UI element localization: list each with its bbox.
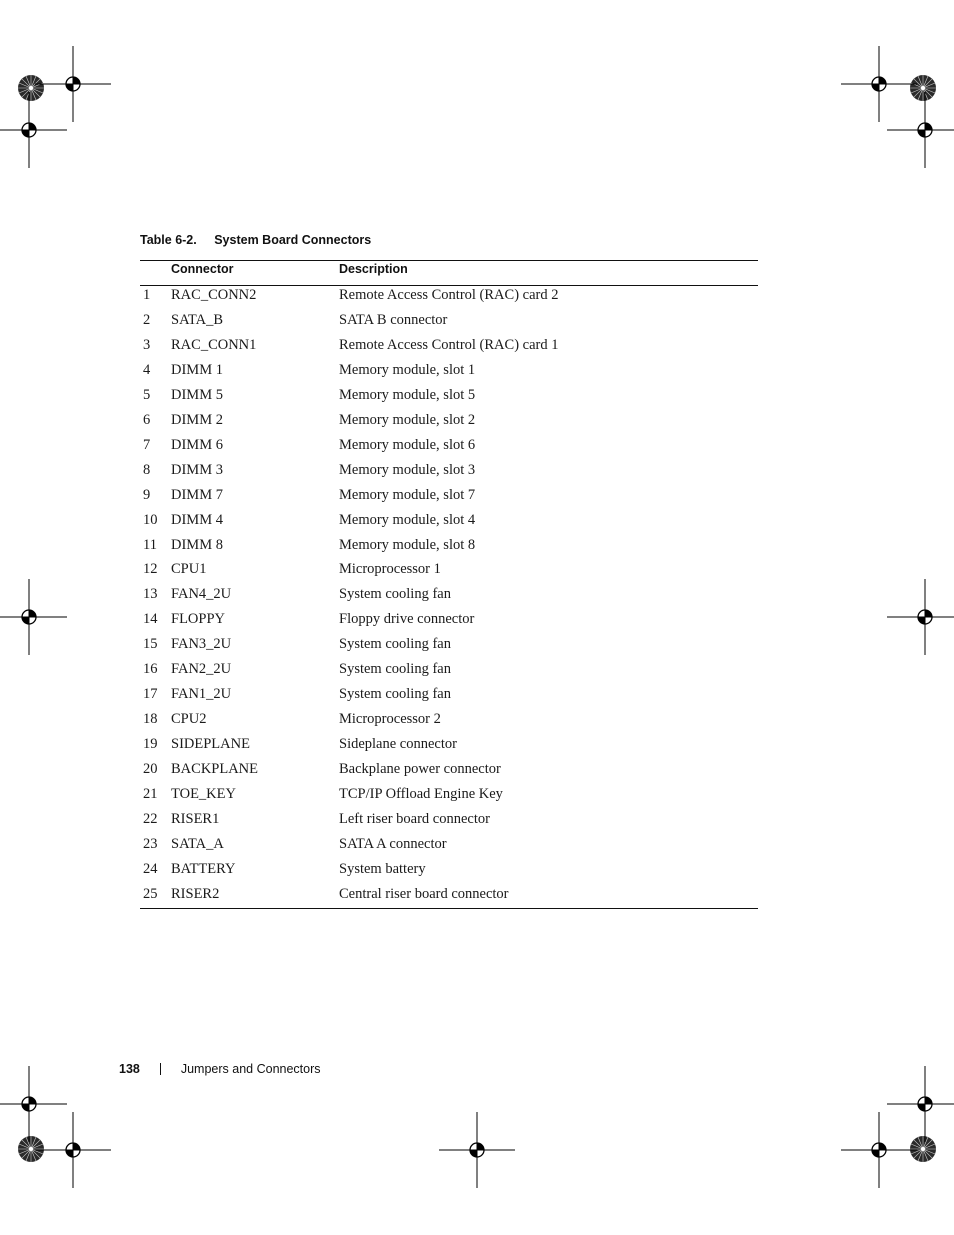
row-number-cell: 18 — [143, 711, 158, 728]
description-cell: Memory module, slot 8 — [339, 536, 476, 553]
sunburst-mark-top-right — [910, 75, 936, 101]
connector-cell: DIMM 8 — [171, 536, 223, 553]
table-row — [140, 585, 758, 610]
crosshair-mark-6 — [887, 579, 954, 655]
connector-cell: RISER2 — [171, 885, 220, 902]
table-row — [140, 885, 758, 910]
row-number-cell: 24 — [143, 860, 158, 877]
row-number-cell: 20 — [143, 761, 158, 778]
connector-cell: FAN1_2U — [171, 686, 232, 703]
crosshair-mark-2 — [841, 46, 917, 122]
connector-cell: FAN2_2U — [171, 661, 232, 678]
table-row — [140, 760, 758, 785]
crosshair-mark-8 — [887, 1066, 954, 1142]
description-cell: Backplane power connector — [339, 761, 501, 778]
table-row — [140, 336, 758, 361]
table-row — [140, 536, 758, 561]
table-row — [140, 785, 758, 810]
connector-cell: DIMM 5 — [171, 386, 223, 403]
connector-cell: RAC_CONN2 — [171, 287, 257, 303]
description-cell: Floppy drive connector — [339, 611, 475, 628]
row-number-cell: 2 — [143, 311, 151, 328]
row-number-cell: 21 — [143, 786, 158, 803]
connector-cell: CPU2 — [171, 711, 207, 728]
table-row — [140, 710, 758, 735]
connector-cell: FAN3_2U — [171, 636, 232, 653]
table-row — [140, 286, 758, 311]
row-number-cell: 1 — [143, 287, 151, 303]
table-row — [140, 835, 758, 860]
connector-cell: TOE_KEY — [171, 786, 236, 803]
connector-cell: DIMM 6 — [171, 436, 223, 453]
description-cell: System cooling fan — [339, 636, 451, 653]
crosshair-mark-11 — [841, 1112, 917, 1188]
description-cell: System battery — [339, 860, 426, 877]
row-number-cell: 10 — [143, 511, 158, 528]
description-cell: SATA A connector — [339, 835, 447, 852]
connector-cell: DIMM 1 — [171, 361, 223, 378]
table-row — [140, 486, 758, 511]
crosshair-mark-5 — [0, 579, 67, 655]
description-cell: Sideplane connector — [339, 736, 457, 753]
sunburst-mark-bottom-right — [910, 1136, 936, 1162]
description-cell: Memory module, slot 5 — [339, 386, 476, 403]
description-cell: Remote Access Control (RAC) card 2 — [339, 287, 559, 303]
table-row — [140, 860, 758, 885]
table-top-rule — [140, 260, 758, 261]
connector-cell: SATA_B — [171, 311, 224, 328]
table-row — [140, 610, 758, 635]
crosshair-mark-3 — [0, 92, 67, 168]
row-number-cell: 22 — [143, 811, 158, 828]
row-number-cell: 16 — [143, 661, 158, 678]
footer-section-title: Jumpers and Connectors — [180, 1062, 321, 1076]
row-number-cell: 23 — [143, 835, 158, 852]
table-caption — [140, 233, 371, 247]
table-row — [140, 411, 758, 436]
crosshair-mark-1 — [35, 46, 111, 122]
row-number-cell: 25 — [143, 885, 158, 902]
connector-cell: RAC_CONN1 — [171, 336, 257, 353]
description-cell: Central riser board connector — [339, 885, 509, 902]
row-number-cell: 13 — [143, 586, 158, 603]
footer-separator — [160, 1063, 161, 1075]
description-cell: Microprocessor 2 — [339, 711, 441, 728]
connector-cell: DIMM 2 — [171, 411, 223, 428]
table-row — [140, 635, 758, 660]
table-row — [140, 560, 758, 585]
crosshair-mark-7 — [0, 1066, 67, 1142]
table-row — [140, 461, 758, 486]
description-cell: TCP/IP Offload Engine Key — [339, 786, 503, 803]
row-number-cell: 17 — [143, 686, 158, 703]
table-row — [140, 685, 758, 710]
table-row — [140, 810, 758, 835]
description-cell: Memory module, slot 7 — [339, 486, 476, 503]
description-cell: Memory module, slot 1 — [339, 361, 476, 378]
description-cell: SATA B connector — [339, 311, 448, 328]
column-header-connector: Connector — [171, 262, 234, 276]
description-cell: Microprocessor 1 — [339, 561, 441, 578]
description-cell: System cooling fan — [339, 661, 451, 678]
table-body — [140, 286, 758, 910]
row-number-cell: 3 — [143, 336, 151, 353]
connector-cell: SATA_A — [171, 835, 224, 852]
connector-cell: FLOPPY — [171, 611, 225, 628]
row-number-cell: 5 — [143, 386, 151, 403]
connector-cell: RISER1 — [171, 811, 220, 828]
table-row — [140, 361, 758, 386]
row-number-cell: 8 — [143, 461, 151, 478]
table-caption-number: Table 6-2. — [140, 233, 197, 247]
page-footer — [119, 1062, 321, 1076]
row-number-cell: 15 — [143, 636, 158, 653]
description-cell: Memory module, slot 4 — [339, 511, 476, 528]
table-row — [140, 511, 758, 536]
connector-cell: BATTERY — [171, 860, 236, 877]
row-number-cell: 9 — [143, 486, 151, 503]
table-row — [140, 386, 758, 411]
connector-cell: DIMM 4 — [171, 511, 223, 528]
row-number-cell: 12 — [143, 561, 158, 578]
row-number-cell: 6 — [143, 411, 151, 428]
sunburst-mark-bottom-left — [18, 1136, 44, 1162]
description-cell: Memory module, slot 3 — [339, 461, 476, 478]
description-cell: Remote Access Control (RAC) card 1 — [339, 336, 559, 353]
connector-cell: CPU1 — [171, 561, 207, 578]
description-cell: Memory module, slot 6 — [339, 436, 476, 453]
crosshair-mark-4 — [887, 92, 954, 168]
table-caption-title: System Board Connectors — [214, 233, 372, 247]
table-bottom-rule — [140, 908, 758, 909]
row-number-cell: 14 — [143, 611, 158, 628]
description-cell: System cooling fan — [339, 686, 451, 703]
description-cell: System cooling fan — [339, 586, 451, 603]
table-row — [140, 735, 758, 760]
connector-cell: BACKPLANE — [171, 761, 259, 778]
table-row — [140, 311, 758, 336]
connector-cell: SIDEPLANE — [171, 736, 250, 753]
description-cell: Memory module, slot 2 — [339, 411, 476, 428]
column-header-description: Description — [339, 262, 408, 276]
page-number: 138 — [119, 1062, 140, 1076]
table-row — [140, 660, 758, 685]
row-number-cell: 11 — [143, 536, 157, 553]
row-number-cell: 7 — [143, 436, 151, 453]
table-row — [140, 436, 758, 461]
description-cell: Left riser board connector — [339, 811, 490, 828]
row-number-cell: 4 — [143, 361, 151, 378]
sunburst-mark-top-left — [18, 75, 44, 101]
connector-cell: DIMM 7 — [171, 486, 223, 503]
row-number-cell: 19 — [143, 736, 158, 753]
crosshair-mark-9 — [35, 1112, 111, 1188]
crosshair-mark-10 — [439, 1112, 515, 1188]
connector-cell: FAN4_2U — [171, 586, 232, 603]
connector-cell: DIMM 3 — [171, 461, 223, 478]
